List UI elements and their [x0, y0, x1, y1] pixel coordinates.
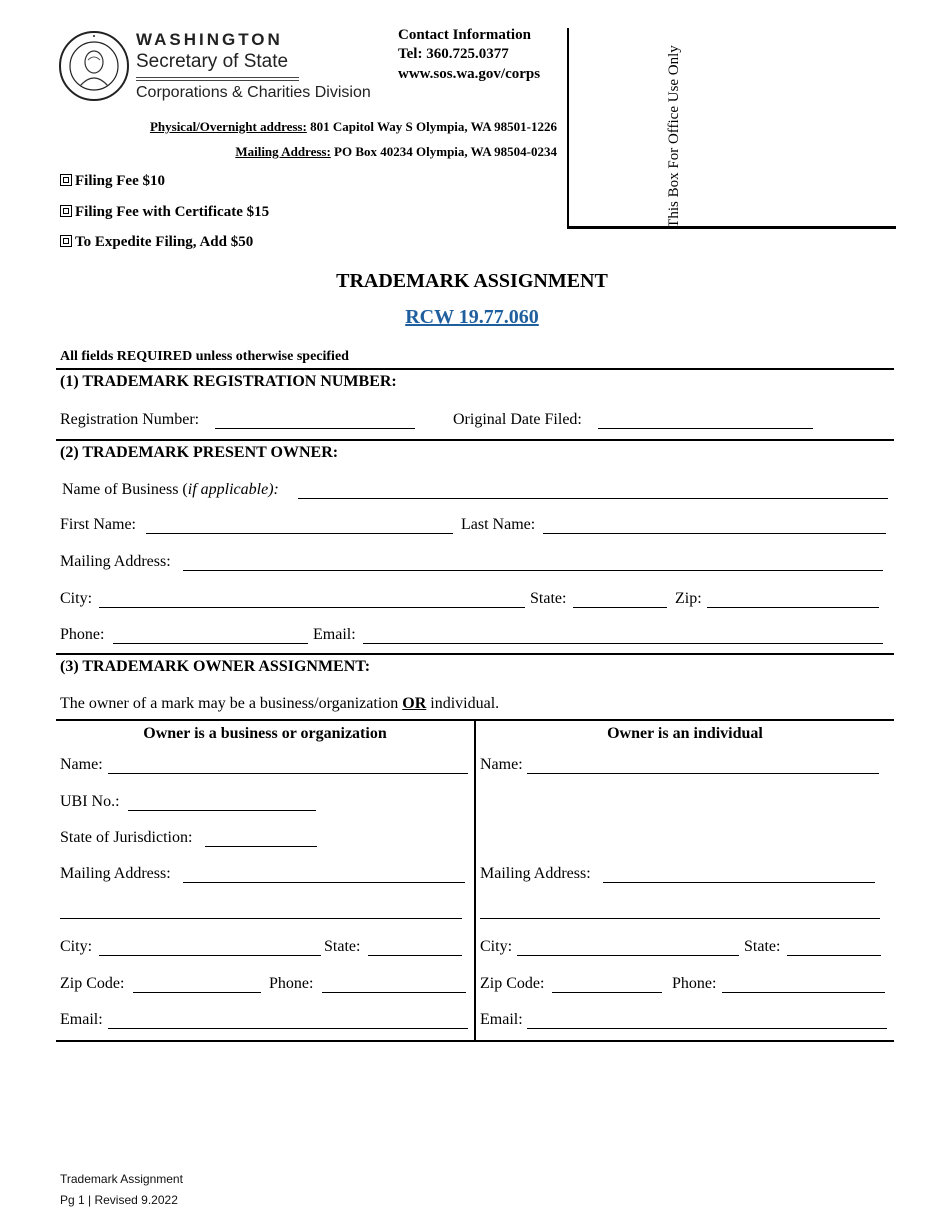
ubi-field[interactable] — [128, 810, 316, 811]
city-field[interactable] — [99, 607, 525, 608]
rcw-link[interactable]: RCW 19.77.060 — [405, 306, 539, 328]
registration-number-label: Registration Number: — [60, 411, 200, 428]
mailing-address-field[interactable] — [183, 570, 883, 571]
biz-city-field[interactable] — [99, 955, 321, 956]
zip-field[interactable] — [707, 607, 879, 608]
jurisdiction-field[interactable] — [205, 846, 317, 847]
biz-zip-field[interactable] — [133, 992, 261, 993]
footer-page-info: Pg 1 | Revised 9.2022 — [60, 1193, 178, 1207]
email-field[interactable] — [363, 643, 883, 644]
owner-note: The owner of a mark may be a business/organization OR individual. — [60, 695, 500, 712]
physical-address-label: Physical/Overnight address: — [149, 119, 307, 134]
fee-option-filing[interactable]: Filing Fee $10 — [60, 173, 165, 190]
rcw-link-wrap — [0, 306, 944, 329]
biz-name-label: Name: — [60, 756, 103, 773]
ind-email-label: Email: — [480, 1011, 523, 1028]
individual-owner-heading: Owner is an individual — [607, 725, 763, 742]
business-owner-heading: Owner is a business or organization — [143, 725, 387, 742]
office-use-label: This Box For Office Use Only — [665, 45, 682, 228]
footer-form-name: Trademark Assignment — [60, 1172, 183, 1186]
biz-zip-label: Zip Code: — [60, 975, 125, 992]
section1-heading: (1) TRADEMARK REGISTRATION NUMBER: — [60, 373, 397, 390]
ind-zip-label: Zip Code: — [480, 975, 545, 992]
mailing-address-label: Mailing Address: — [60, 553, 171, 570]
section3-heading: (3) TRADEMARK OWNER ASSIGNMENT: — [60, 658, 371, 675]
ind-zip-field[interactable] — [552, 992, 662, 993]
ind-name-label: Name: — [480, 756, 523, 773]
ind-mailing-field-2[interactable] — [480, 918, 880, 919]
ind-mailing-field[interactable] — [603, 882, 875, 883]
city-label: City: — [60, 590, 93, 607]
ind-state-label: State: — [744, 938, 781, 955]
phone-field[interactable] — [113, 643, 308, 644]
checkbox-icon[interactable] — [60, 174, 72, 186]
ind-state-field[interactable] — [787, 955, 881, 956]
fee-option-certificate[interactable]: Filing Fee with Certificate $15 — [60, 204, 269, 221]
biz-email-field[interactable] — [108, 1028, 468, 1029]
logo-secretary-of-state: Secretary of State — [136, 51, 289, 72]
contact-tel: Tel: 360.725.0377 — [398, 46, 509, 62]
last-name-label: Last Name: — [461, 516, 536, 533]
registration-number-field[interactable] — [215, 428, 415, 429]
mailing-address-label: Mailing Address: — [235, 144, 331, 159]
logo-washington: WASHINGTON — [136, 30, 283, 49]
biz-name-field[interactable] — [108, 773, 468, 774]
biz-mailing-field[interactable] — [183, 882, 465, 883]
first-name-field[interactable] — [146, 533, 453, 534]
fee-option-expedite[interactable]: To Expedite Filing, Add $50 — [60, 234, 253, 251]
checkbox-icon[interactable] — [60, 235, 72, 247]
biz-city-label: City: — [60, 938, 93, 955]
business-name-label: Name of Business (if applicable): — [62, 481, 279, 498]
biz-state-field[interactable] — [368, 955, 462, 956]
ubi-label: UBI No.: — [60, 793, 120, 810]
contact-title: Contact Information — [398, 27, 531, 43]
state-label: State: — [530, 590, 567, 607]
biz-phone-label: Phone: — [269, 975, 314, 992]
biz-phone-field[interactable] — [322, 992, 466, 993]
ind-city-field[interactable] — [517, 955, 739, 956]
page-title: TRADEMARK ASSIGNMENT — [336, 270, 608, 292]
section2-heading: (2) TRADEMARK PRESENT OWNER: — [60, 444, 339, 461]
original-date-field[interactable] — [598, 428, 813, 429]
physical-address — [150, 119, 557, 135]
zip-label: Zip: — [675, 590, 702, 607]
last-name-field[interactable] — [543, 533, 886, 534]
biz-mailing-label: Mailing Address: — [60, 865, 171, 882]
mailing-address-value: PO Box 40234 Olympia, WA 98504-0234 — [330, 144, 557, 159]
jurisdiction-label: State of Jurisdiction: — [60, 829, 193, 846]
ind-phone-label: Phone: — [672, 975, 717, 992]
ind-name-field[interactable] — [527, 773, 879, 774]
ind-email-field[interactable] — [527, 1028, 887, 1029]
email-label: Email: — [313, 626, 356, 643]
ind-mailing-label: Mailing Address: — [480, 865, 591, 882]
original-date-label: Original Date Filed: — [453, 411, 582, 428]
phone-label: Phone: — [60, 626, 105, 643]
required-note: All fields REQUIRED unless otherwise specified — [60, 349, 349, 364]
checkbox-icon[interactable] — [60, 205, 72, 217]
contact-web: www.sos.wa.gov/corps — [398, 66, 541, 82]
logo-division: Corporations & Charities Division — [136, 84, 371, 101]
first-name-label: First Name: — [60, 516, 136, 533]
state-seal-icon — [58, 30, 130, 102]
state-field[interactable] — [573, 607, 667, 608]
biz-mailing-field-2[interactable] — [60, 918, 462, 919]
ind-phone-field[interactable] — [722, 992, 885, 993]
biz-state-label: State: — [324, 938, 361, 955]
ind-city-label: City: — [480, 938, 513, 955]
business-name-field[interactable] — [298, 498, 888, 499]
mailing-address — [235, 144, 557, 160]
biz-email-label: Email: — [60, 1011, 103, 1028]
physical-address-value: 801 Capitol Way S Olympia, WA 98501-1226 — [306, 119, 557, 134]
